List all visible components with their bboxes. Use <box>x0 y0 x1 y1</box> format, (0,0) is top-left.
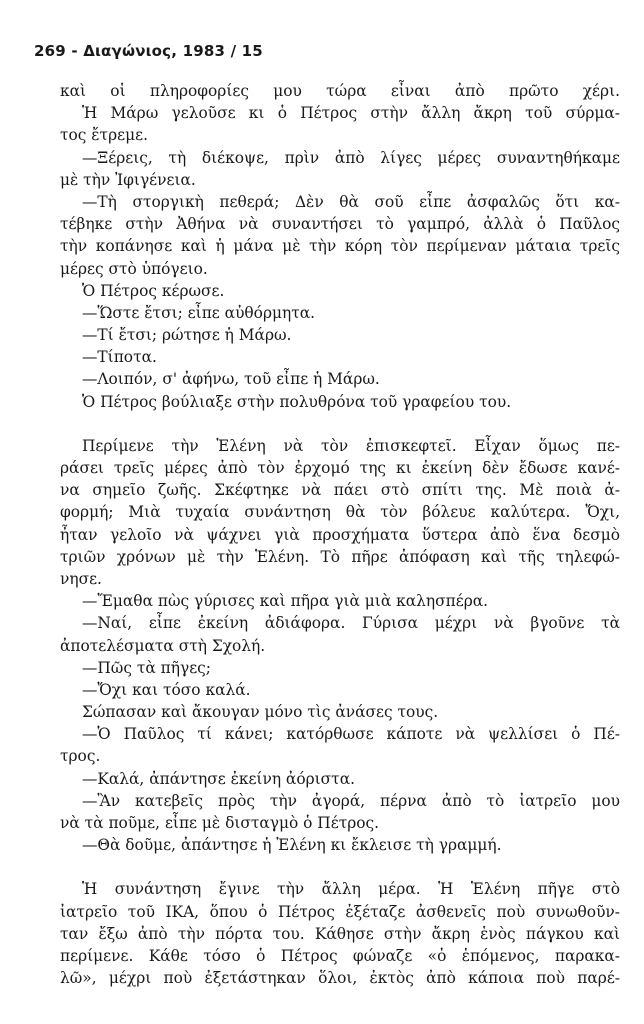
text-line: τριῶν χρόνων μὲ τὴν Ἑλένη. Τὸ πῆρε ἀπόφαση καὶ τῆς τηλεφώ- <box>60 547 620 566</box>
text-line: —Λοιπόν, σ' ἀφήνω, τοῦ εἶπε ἡ Μάρω. <box>82 370 380 389</box>
text-line: νὰ τὰ ποῦμε, εἶπε μὲ δισταγμὸ ὁ Πέτρος. <box>60 814 380 832</box>
text-line: να σημεῖο ζωῆς. Σκέφτηκε νὰ πάει στὸ σπίτι της. Μὲ ποιὰ ἀ- <box>60 481 620 500</box>
text-line: ἦταν γελοῖο νὰ ψάχνει γιὰ προσχήματα ὕστερα ἀπὸ ἕνα δεσμὸ <box>60 525 620 544</box>
text-line: Περίμενε τὴν Ἑλένη νὰ τὸν ἐπισκεφτεῖ. Εἶχαν ὅμως πε- <box>82 436 620 455</box>
text-line: —Τί ἔτσι; ρώτησε ἡ Μάρω. <box>82 326 292 345</box>
text-line: ταν ἔξω ἀπὸ τὴν πόρτα του. Κάθησε στὴν ἄκρη ἑνὸς πάγκου καὶ <box>60 924 620 943</box>
journal-title: Διαγώνιος, 1983 / 15 <box>83 42 263 60</box>
text-line: ἀποτελέσματα στὴ Σχολή. <box>60 636 266 655</box>
text-line: Ὁ Πέτρος κέρωσε. <box>82 281 225 300</box>
text-line: περίμενε. Κάθε τόσο ὁ Πέτρος φώναζε «ὁ ἑπόμενος, παρακα- <box>60 946 620 965</box>
text-line: φορμή; Μιὰ τυχαία συνάντηση θὰ τὸν βόλευε καλύτερα. Ὄχι, <box>60 503 620 522</box>
body-text <box>60 80 620 989</box>
text-line: λῶ», μέχρι ποὺ ἐξετάστηκαν ὅλοι, ἐκτὸς ἀπὸ κάποια ποὺ παρέ- <box>60 969 620 988</box>
section-break <box>60 413 620 435</box>
text-line: —Πῶς τὰ πῆγες; <box>82 658 211 677</box>
page-number: 269 <box>34 42 66 60</box>
text-line: νησε. <box>60 569 102 588</box>
running-header <box>34 42 263 60</box>
section-break <box>60 856 620 878</box>
text-line: —Ἔμαθα πὼς γύρισες καὶ πῆρα γιὰ μιὰ καλησπέρα. <box>82 592 489 611</box>
text-line: τρος. <box>60 747 101 766</box>
text-line: μὲ τὴν Ἰφιγένεια. <box>60 170 196 189</box>
text-line: μέρες στὸ ὑπόγειο. <box>60 259 208 278</box>
text-line: —Ναί, εἶπε ἐκείνη ἀδιάφορα. Γύρισα μέχρι νὰ βγοῦνε τὰ <box>82 614 620 633</box>
text-line: Ἡ Μάρω γελοῦσε κι ὁ Πέτρος στὴν ἄλλη ἄκρη τοῦ σύρμα- <box>82 104 620 123</box>
text-line: —Ξέρεις, τὴ διέκοψε, πρὶν ἀπὸ λίγες μέρες συναντηθήκαμε <box>82 148 620 167</box>
text-line: —Θὰ δοῦμε, ἀπάντησε ἡ Ἑλένη κι ἔκλεισε τὴ γραμμή. <box>82 836 502 855</box>
text-line: ἰατρεῖο τοῦ ΙΚΑ, ὅπου ὁ Πέτρος ἐξέταζε ἀσθενεῖς ποὺ συνωθοῦν- <box>60 902 620 921</box>
text-line: —Τίποτα. <box>82 348 157 367</box>
text-line: τὴν κοπάνησε καὶ ἡ μάνα μὲ τὴν κόρη τὸν περίμεναν μάταια τρεῖς <box>60 237 620 256</box>
header-separator: - <box>65 42 84 60</box>
text-line: —Ὥστε ἔτσι; εἶπε αὐθόρμητα. <box>82 303 316 322</box>
text-line: Σώπασαν καὶ ἄκουγαν μόνο τὶς ἀνάσες τους. <box>82 703 439 722</box>
text-line: καὶ οἱ πληροφορίες μου τώρα εἶναι ἀπὸ πρῶτο χέρι. <box>60 82 620 100</box>
text-line: Ὁ Πέτρος βούλιαξε στὴν πολυθρόνα τοῦ γραφείου του. <box>82 392 512 411</box>
text-line: —Ὁ Παῦλος τί κάνει; κατόρθωσε κάποτε νὰ ψελλίσει ὁ Πέ- <box>82 725 620 744</box>
text-line: ράσει τρεῖς μέρες ἀπὸ τὸν ἐρχομό της κι ἐκείνη δὲν ἔδωσε κανέ- <box>60 459 620 477</box>
text-line: τος ἔτρεμε. <box>60 126 148 145</box>
text-line: —Καλά, ἀπάντησε ἐκείνη ἀόριστα. <box>82 769 355 788</box>
text-line: τέβηκε στὴν Ἀθήνα νὰ συναντήσει τὸ γαμπρό, ἀλλὰ ὁ Παῦλος <box>60 215 620 234</box>
text-line: —Ἂν κατεβεῖς πρὸς τὴν ἀγορά, πέρνα ἀπὸ τὸ ἰατρεῖο μου <box>82 791 620 810</box>
text-line: —Ὄχι και τόσο καλά. <box>82 680 251 699</box>
text-line: —Τὴ στοργικὴ πεθερά; Δὲν θὰ σοῦ εἶπε ἀσφαλῶς ὅτι κα- <box>82 192 620 211</box>
text-line: Ἡ συνάντηση ἔγινε τὴν ἄλλη μέρα. Ἡ Ἑλένη πῆγε στὸ <box>82 880 620 899</box>
